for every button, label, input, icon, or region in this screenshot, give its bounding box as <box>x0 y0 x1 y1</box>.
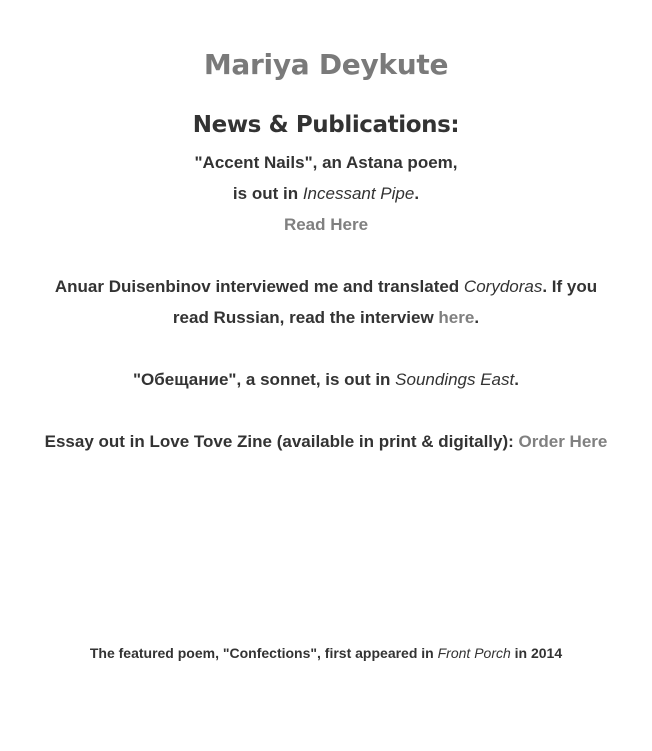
news-item-text: . <box>474 308 480 327</box>
news-item-text: Essay out in Love Tove Zine (available in print & digitally): <box>44 432 519 451</box>
news-list <box>0 147 652 488</box>
news-item-text: Anuar Duisenbinov interviewed me and translated <box>54 277 464 296</box>
news-item-text: . <box>514 370 519 389</box>
publication-title: Incessant Pipe <box>302 184 415 203</box>
news-item-sonnet <box>0 364 652 395</box>
news-item-text: "Accent Nails", an Astana poem, <box>194 153 458 172</box>
news-item-accent-nails <box>0 147 652 240</box>
news-item-essay <box>0 426 652 457</box>
publication-title: Front Porch <box>437 645 511 661</box>
order-here-link[interactable]: Order Here <box>518 432 608 451</box>
publication-title: Soundings East <box>395 370 515 389</box>
interview-here-link[interactable]: here <box>438 308 475 327</box>
featured-poem-note <box>0 641 652 665</box>
footer-text: in 2014 <box>510 645 563 661</box>
footer-text: The featured poem, "Confections", first appeared in <box>89 645 438 661</box>
site-title: Mariya Deykute <box>203 47 449 81</box>
news-item-interview <box>0 271 652 333</box>
news-item-text: "Обещание", a sonnet, is out in <box>133 370 396 389</box>
news-heading: News & Publications: <box>192 112 460 139</box>
publication-title: Corydoras <box>463 277 543 296</box>
news-item-text: is out in <box>232 184 303 203</box>
news-item-text: . If you read Russian, read the interview <box>172 277 598 327</box>
news-item-text: . <box>414 184 420 203</box>
read-here-link[interactable]: Read Here <box>283 215 369 234</box>
